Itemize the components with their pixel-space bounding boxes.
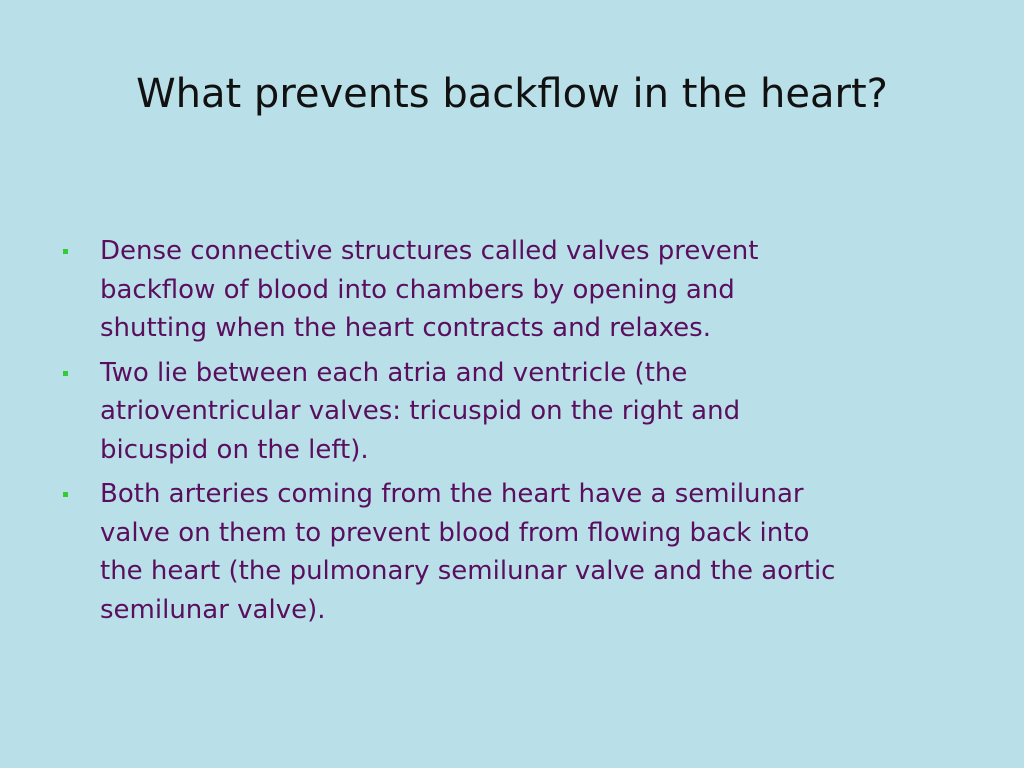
slide-title: What prevents backflow in the heart? bbox=[136, 71, 888, 117]
bullet-text: Two lie between each atria and ventricle (the atrioventricular valves: tricuspid on the right and bicuspid on the left). bbox=[100, 357, 741, 465]
list-item bbox=[60, 475, 960, 629]
square-bullet-icon bbox=[63, 249, 68, 254]
square-bullet-icon bbox=[63, 371, 68, 376]
list-item bbox=[60, 232, 960, 348]
bullet-text: Dense connective structures called valves prevent backflow of blood into chambers by opening and shutting when the heart contracts and relaxes. bbox=[100, 236, 759, 343]
list-item bbox=[60, 354, 960, 470]
bullet-list bbox=[60, 232, 960, 635]
square-bullet-icon bbox=[63, 492, 68, 497]
bullet-text: Both arteries coming from the heart have a semilunar valve on them to prevent blood from flowing back into the heart (the pulmonary semilunar valve and the aortic semilunar valve). bbox=[100, 479, 836, 625]
